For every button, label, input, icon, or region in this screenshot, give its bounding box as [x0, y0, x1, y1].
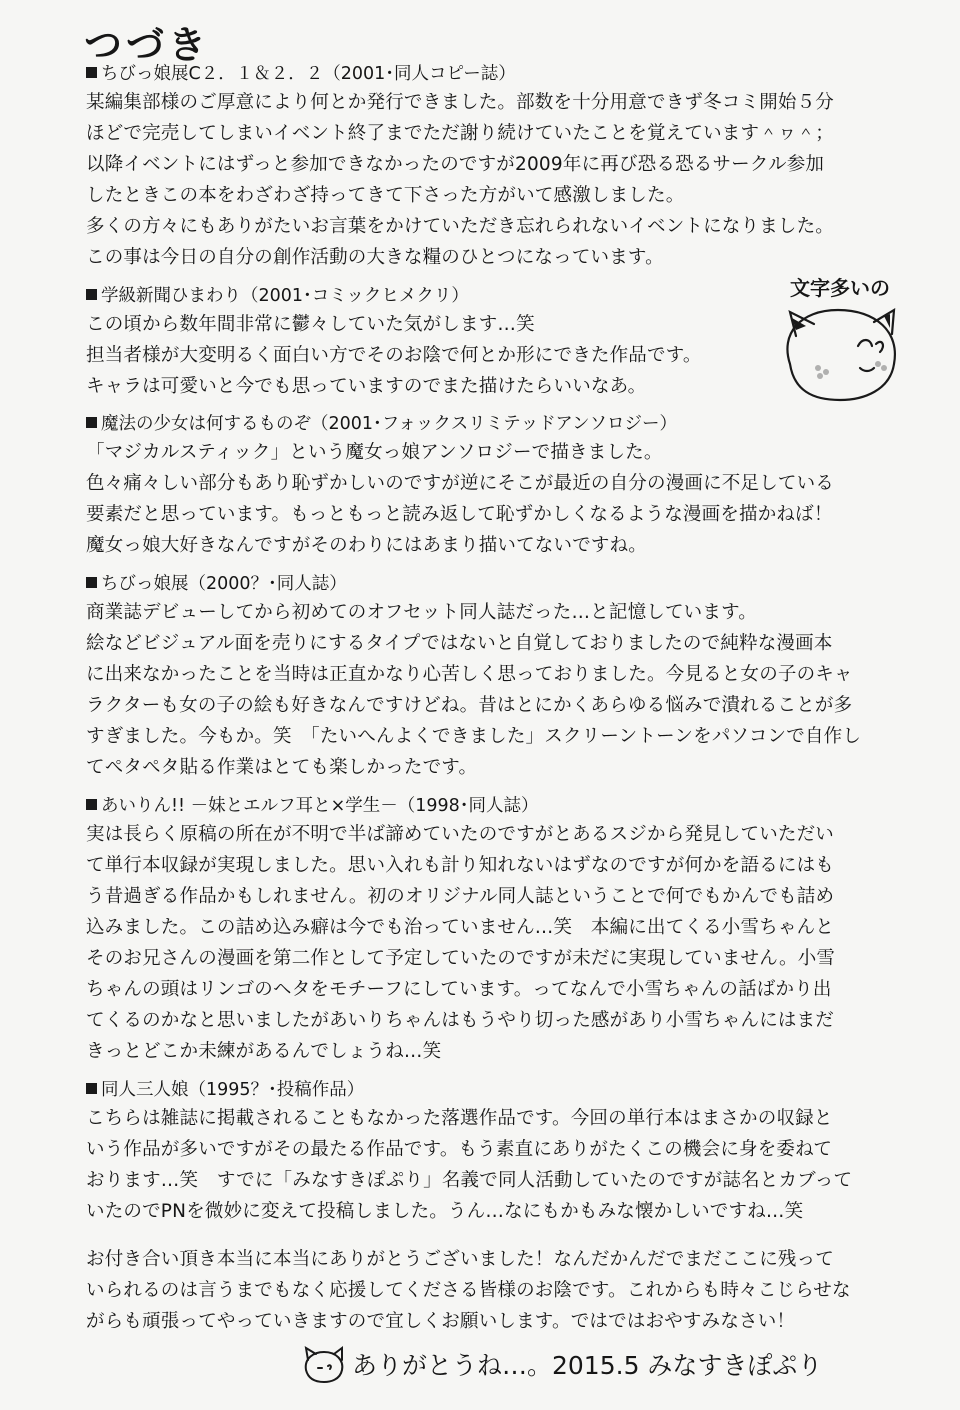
square-bullet-icon — [86, 417, 97, 428]
body-line: う昔過ぎる作品かもしれません。初のオリジナル同人誌ということで何でもかんでも詰め — [86, 886, 835, 907]
section-heading: ちびっ娘展（2000？･同人誌） — [86, 572, 906, 597]
body-line: ちゃんの頭はリンゴのヘタをモチーフにしています。ってなんで小雪ちゃんの話ばかり出 — [86, 979, 832, 1000]
body-line: に出来なかったことを当時は正直かなり心苦しく思っておりました。今見ると女の子のキャ — [86, 664, 853, 685]
body-line: したときこの本をわざわざ持ってきて下さった方がいて感激しました。 — [86, 185, 685, 206]
body-line: キャラは可愛いと今でも思っていますのでまた描けたらいいなあ。 — [86, 376, 647, 397]
body-line: こちらは雑誌に掲載されることもなかった落選作品です。今回の単行本はまさかの収録と — [86, 1108, 833, 1129]
body-line: 魔女っ娘大好きなんですがそのわりにはあまり描いてないですね。 — [86, 535, 648, 556]
section-dojin-sanninmusume — [86, 1078, 906, 1227]
section-heading: 同人三人娘（1995？･投稿作品） — [86, 1078, 906, 1103]
body-line: そのお兄さんの漫画を第二作として予定していたのですが未だに実現していません。小雪 — [86, 948, 836, 969]
body-line: この事は今日の自分の創作活動の大きな糧のひとつになっています。 — [86, 247, 664, 268]
body-line: 込みました。この詰め込み癖は今でも治っていません…笑 本編に出てくる小雪ちゃんと — [86, 917, 835, 938]
page-title: つづき — [84, 23, 211, 67]
body-line: いられるのは言うまでもなく応援してくださる皆様のお陰です。これからも時々こじらせな — [86, 1280, 851, 1301]
cat-face-doodle-icon — [760, 272, 920, 412]
section-heading: 魔法の少女は何するものぞ（2001･フォックスリミテッドアンソロジー） — [86, 412, 906, 437]
body-line: 絵などビジュアル面を売りにするタイプではないと自覚しておりましたので純粋な漫画本 — [86, 633, 833, 654]
body-line: すぎました。今もか。笑 「たいへんよくできました」スクリーントーンをパソコンで自作し — [86, 726, 862, 747]
square-bullet-icon — [86, 1083, 97, 1094]
closing-message — [86, 1244, 906, 1337]
section-heading: ちびっ娘展C２．１＆２．２（2001･同人コピー誌） — [86, 62, 906, 87]
body-line: てペタペタ貼る作業はとても楽しかったです。 — [86, 757, 478, 778]
section-heading: 学級新聞ひまわり（2001･コミックヒメクリ） — [86, 284, 746, 309]
body-line: いう作品が多いですがその最たる作品です。もう素直にありがたくこの機会に身を委ねて — [86, 1139, 833, 1160]
section-maho-no-shojo — [86, 412, 906, 561]
body-line: て単行本収録が実現しました。思い入れも計り知れないはずなのですが何かを語るにはも — [86, 855, 835, 876]
section-chibikkoten-c21-22 — [86, 62, 906, 273]
section-gakkyu-shinbun-himawari — [86, 284, 746, 402]
body-line: 商業誌デビューしてから初めてのオフセット同人誌だった…と記憶しています。 — [86, 602, 757, 623]
body-line: 担当者様が大変明るく面白い方でそのお陰で何とか形にできた作品です。 — [86, 345, 702, 366]
signature — [300, 1342, 920, 1392]
section-heading: あいりん!! －妹とエルフ耳と×学生－（1998･同人誌） — [86, 794, 906, 819]
body-line: 某編集部様のご厚意により何とか発行できました。部数を十分用意できず冬コミ開始５分 — [86, 92, 835, 113]
body-line: ほどで完売してしまいイベント終了までただ謝り続けていたことを覚えています＾ヮ＾； — [86, 123, 835, 144]
body-line: この頃から数年間非常に鬱々していた気がします…笑 — [86, 314, 535, 335]
square-bullet-icon — [86, 577, 97, 588]
body-line: おります…笑 すでに「みなすきぽぷり」名義で同人活動していたのですが誌名とカブって — [86, 1170, 853, 1191]
section-airin — [86, 794, 906, 1067]
cat-face-sketch-icon — [300, 1342, 348, 1386]
body-line: ラクターも女の子の絵も好きなんですけどね。昔はとにかくあらゆる悩みで潰れることが多 — [86, 695, 853, 716]
body-line: てくるのかなと思いましたがあいりちゃんはもうやり切った感があり小雪ちゃんにはまだ — [86, 1010, 835, 1031]
body-line: 多くの方々にもありがたいお言葉をかけていただき忘れられないイベントになりました。 — [86, 216, 835, 237]
body-line: いたのでPNを微妙に変えて投稿しました。うん…なにもかもみな懐かしいですね…笑 — [86, 1201, 804, 1222]
body-line: きっとどこか未練があるんでしょうね…笑 — [86, 1041, 442, 1062]
square-bullet-icon — [86, 799, 97, 810]
square-bullet-icon — [86, 67, 97, 78]
body-line: お付き合い頂き本当に本当にありがとうございました！なんだかんだでまだここに残って — [86, 1249, 835, 1270]
body-line: 色々痛々しい部分もあり恥ずかしいのですが逆にそこが最近の自分の漫画に不足している — [86, 473, 835, 494]
doodle-label: 文字多いの — [790, 276, 890, 300]
section-chibikkoten-2000 — [86, 572, 906, 783]
square-bullet-icon — [86, 289, 97, 300]
body-line: 「マジカルスティック」という魔女っ娘アンソロジーで描きました。 — [86, 442, 663, 463]
body-line: がらも頑張ってやっていきますので宜しくお願いします。ではではおやすみなさい！ — [86, 1311, 796, 1332]
body-line: 以降イベントにはずっと参加できなかったのですが2009年に再び恐る恐るサークル参加 — [86, 154, 825, 175]
signature-text: ありがとうね…。2015.5 みなすきぽぷり — [352, 1351, 823, 1380]
body-line: 実は長らく原稿の所在が不明で半ば諦めていたのですがとあるスジから発見していただい — [86, 824, 835, 845]
body-line: 要素だと思っています。もっともっと読み返して恥ずかしくなるような漫画を描かねば！ — [86, 504, 833, 525]
cat-doodle — [760, 272, 920, 412]
